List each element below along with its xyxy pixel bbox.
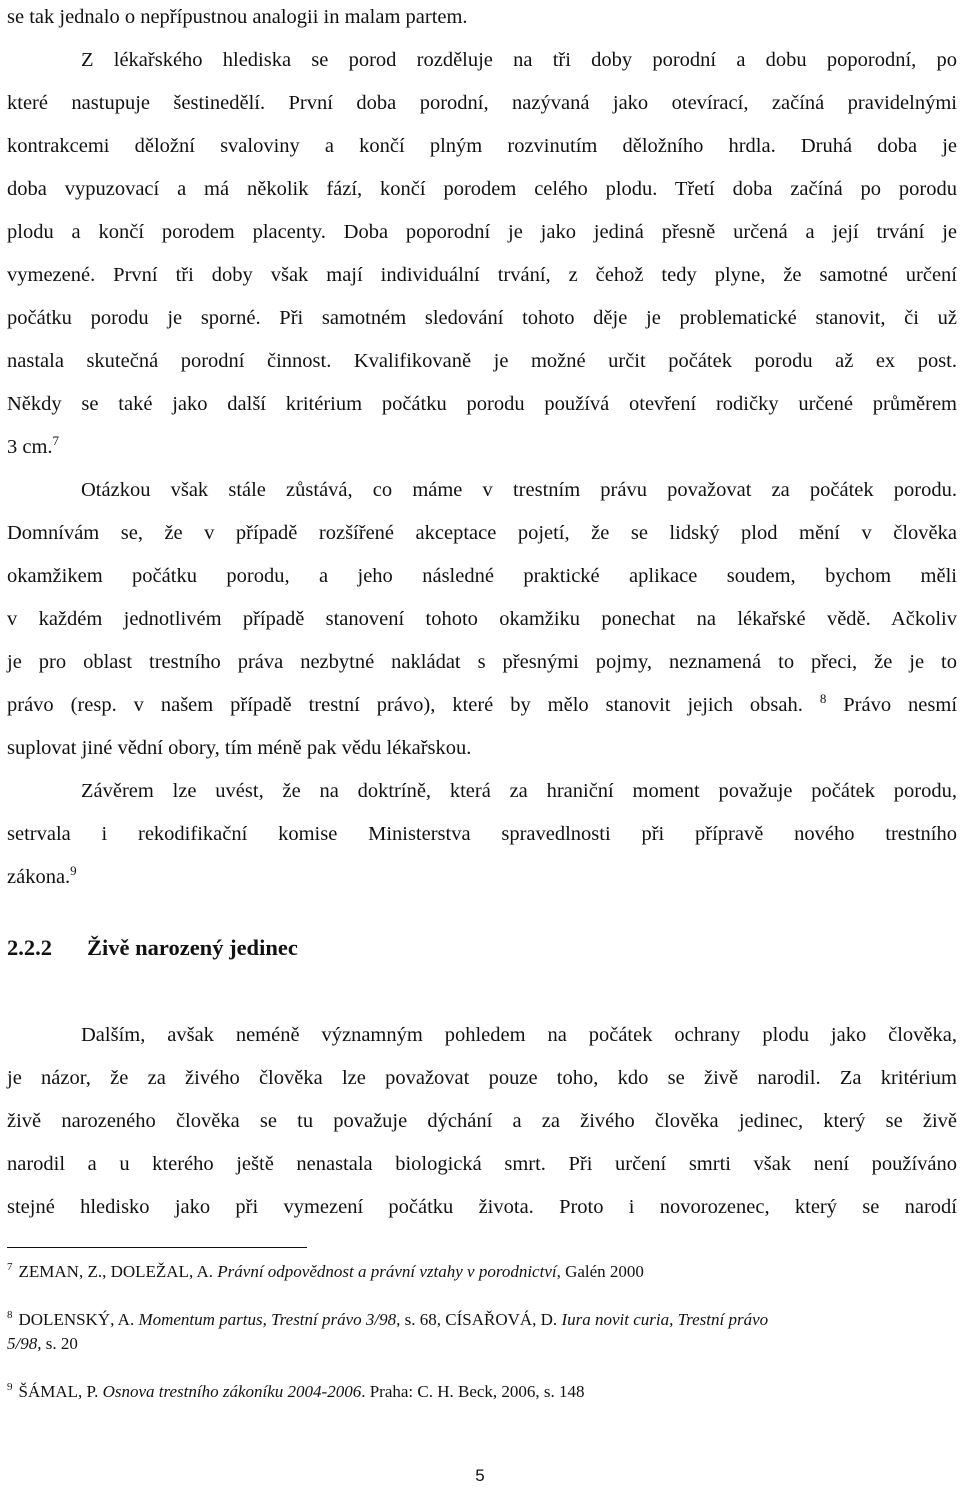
text-line: Někdy se také jako další kritérium počátku porodu používá otevření rodičky určené průměrem bbox=[7, 393, 957, 415]
footnote bbox=[7, 1380, 952, 1404]
line-text: právo (resp. v našem případě trestní právo), které by mělo stanovit jejich obsah. bbox=[7, 694, 803, 716]
footnote-author: DOLENSKÝ, A. bbox=[18, 1310, 135, 1329]
footnote-number: 8 bbox=[7, 1309, 13, 1321]
text-line: Otázkou však stále zůstává, co máme v trestním právu považovat za počátek porodu. bbox=[81, 479, 957, 501]
footnote-ref[interactable]: 8 bbox=[819, 691, 827, 706]
footnote-source: , Galén 2000 bbox=[556, 1262, 644, 1281]
text-line: v každém jednotlivém případě stanovení tohoto okamžiku ponechat na lékařské vědě. Ačkoliv bbox=[7, 608, 957, 630]
text-line: kontrakcemi děložní svaloviny a končí plným rozvinutím děložního hrdla. Druhá doba je bbox=[7, 135, 957, 157]
footnote-title: Momentum partus, Trestní právo 3/98 bbox=[138, 1310, 397, 1329]
text-line: nastala skutečná porodní činnost. Kvalifikovaně je možné určit počátek porodu až ex post. bbox=[7, 350, 957, 372]
footnote-number: 9 bbox=[7, 1381, 13, 1393]
text-line: Závěrem lze uvést, že na doktríně, která za hraniční moment považuje počátek porodu, bbox=[81, 780, 957, 802]
section-title: Živě narozený jedinec bbox=[87, 935, 298, 960]
page-number: 5 bbox=[475, 1466, 485, 1485]
footnote-author: ŠÁMAL, P. bbox=[18, 1382, 99, 1401]
text-line bbox=[7, 692, 957, 718]
footnote-separator bbox=[7, 1247, 307, 1248]
text-line: Dalším, avšak neméně významným pohledem na počátek ochrany plodu jako člověka, bbox=[81, 1024, 957, 1046]
footnote-source: , s. 68, CÍSAŘOVÁ, D. bbox=[396, 1310, 558, 1329]
text-line: se tak jednalo o nepřípustnou analogii in malam partem. bbox=[7, 6, 468, 28]
text-line: počátku porodu je sporné. Při samotném sledování tohoto děje je problematické stanovit, či už bbox=[7, 307, 957, 329]
footnote-title: Iura novit curia, Trestní právo bbox=[561, 1310, 769, 1329]
footnote-title: Osnova trestního zákoníku 2004-2006 bbox=[102, 1382, 362, 1401]
text-line: plodu a končí porodem placenty. Doba poporodní je jako jediná přesně určená a její trvání je bbox=[7, 221, 957, 243]
text-line bbox=[7, 864, 957, 890]
section-heading bbox=[7, 935, 298, 961]
text-line: okamžikem počátku porodu, a jeho následné praktické aplikace soudem, bychom měli bbox=[7, 565, 957, 587]
text-line: setrvala i rekodifikační komise Ministerstva spravedlnosti při přípravě nového trestního bbox=[7, 823, 957, 845]
text-line: živě narozeného člověka se tu považuje dýchání a za živého člověka jedinec, který se živě bbox=[7, 1110, 957, 1132]
text-line bbox=[7, 434, 957, 460]
line-text: Právo nesmí bbox=[843, 694, 958, 716]
footnote-continuation bbox=[7, 1332, 952, 1356]
line-text: zákona. bbox=[7, 866, 71, 888]
footnote bbox=[7, 1308, 952, 1332]
footnote bbox=[7, 1260, 952, 1284]
text-line: Z lékařského hlediska se porod rozděluje na tři doby porodní a dobu poporodní, po bbox=[81, 49, 957, 71]
footnote-title: Právní odpovědnost a právní vztahy v porodnictví bbox=[217, 1262, 557, 1281]
section-number: 2.2.2 bbox=[7, 935, 52, 960]
footnote-number: 7 bbox=[7, 1261, 13, 1273]
footnote-source: s. 20 bbox=[41, 1334, 78, 1353]
text-line: suplovat jiné vědní obory, tím méně pak vědu lékařskou. bbox=[7, 737, 472, 759]
footnote-ref[interactable]: 9 bbox=[70, 863, 77, 878]
text-line: je pro oblast trestního práva nezbytné nakládat s přesnými pojmy, neznamená to přeci, že je to bbox=[7, 651, 957, 673]
text-line: je názor, že za živého člověka lze považovat pouze toho, kdo se živě narodil. Za kritérium bbox=[7, 1067, 957, 1089]
line-text: 3 cm. bbox=[7, 436, 53, 458]
text-line: které nastupuje šestinedělí. První doba porodní, nazývaná jako otevírací, začíná pravidelnými bbox=[7, 92, 957, 114]
footnote-source: . Praha: C. H. Beck, 2006, s. 148 bbox=[361, 1382, 585, 1401]
text-line: doba vypuzovací a má několik fází, končí porodem celého plodu. Třetí doba začíná po porodu bbox=[7, 178, 957, 200]
text-line: narodil a u kterého ještě nenastala biologická smrt. Při určení smrti však není používáno bbox=[7, 1153, 957, 1175]
footnote-title: 5/98, bbox=[7, 1334, 42, 1353]
text-line: stejné hledisko jako při vymezení počátku života. Proto i novorozenec, který se narodí bbox=[7, 1196, 957, 1218]
footnote-ref[interactable]: 7 bbox=[52, 433, 60, 448]
footnote-author: ZEMAN, Z., DOLEŽAL, A. bbox=[18, 1262, 214, 1281]
text-line: Domnívám se, že v případě rozšířené akceptace pojetí, že se lidský plod mění v člověka bbox=[7, 522, 957, 544]
text-line: vymezené. První tři doby však mají individuální trvání, z čehož tedy plyne, že samotné určení bbox=[7, 264, 957, 286]
